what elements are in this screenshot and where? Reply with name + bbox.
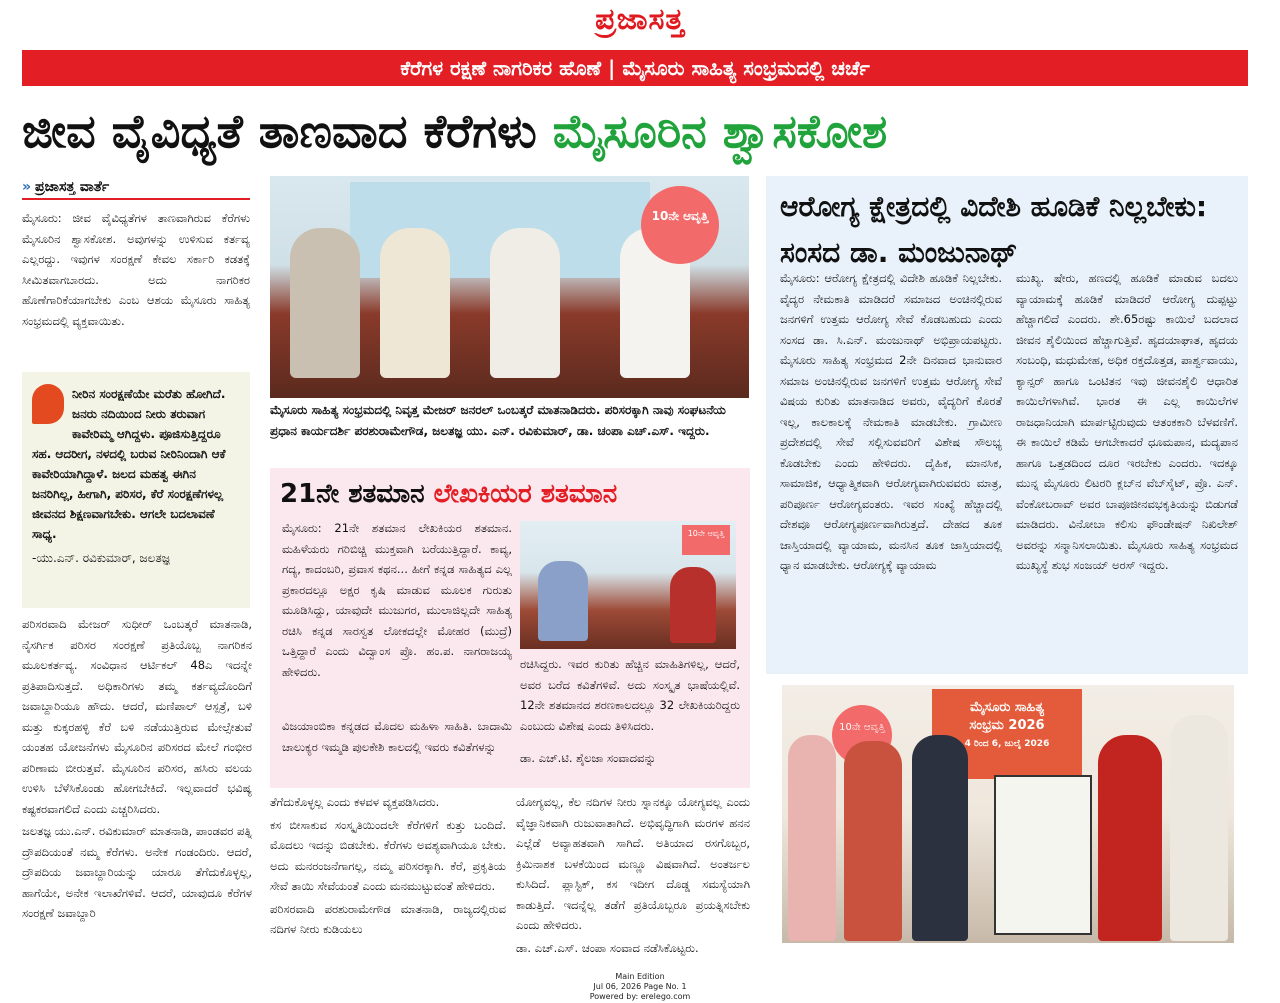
person-suit: [912, 735, 968, 941]
page-footer: [0, 972, 1280, 1002]
col2-bottom: [270, 792, 506, 968]
person-saree: [844, 741, 902, 941]
photo-badge-right: 10ನೇ ಆವೃತ್ತಿ: [832, 705, 892, 765]
quote-source: -ಯು.ಎನ್. ರವಿಕುಮಾರ್, ಜಲತಜ್ಞ: [32, 551, 170, 565]
pink-text-bottom: ವಿಜಯಾಂಬಿಕಾ ಕನ್ನಡದ ಮೊದಲ ಮಹಿಳಾ ಸಾಹಿತಿ. ಬಾದಾಮಿ ಚಾಲುಕ್ಯರ ಇಮ್ಮಡಿ ಪುಲಕೇಶಿ ಕಾಲದಲ್ಲಿ ಇವರು ಕವಿತೆಗಳನ್ನು: [282, 719, 512, 754]
pink-title-b: ಲೇಖಕಿಯರ ಶತಮಾನ: [433, 479, 618, 509]
pink-text-right: ರಚಿಸಿದ್ದರು. ಇವರ ಕುರಿತು ಹೆಚ್ಚಿನ ಮಾಹಿತಿಗಳಿಲ್ಲ, ಆದರೆ, ಅವರ ಬರೆದ ಕವಿತೆಗಳಿವೆ. ಅದು ಸಂಸ್ಕೃತ ಭಾಷೆಯಲ್ಲಿವೆ. 12ನೇ ಶತಮಾನದ ಶರಣಕಾಲದಲ್ಲೂ 32 ಲೇಖಕಿಯರಿದ್ದರು ಎಂಬುದು ವಿಶೇಷ ಎಂದು ತಿಳಿಸಿದರು.: [520, 657, 740, 733]
pink-text-end: ಡಾ. ಎಚ್.ಟಿ. ಶೈಲಜಾ ಸಂವಾದವನ್ನು: [520, 751, 657, 765]
headline-part1: ಜೀವ ವೈವಿಧ್ಯತೆ ತಾಣವಾದ ಕೆರೆಗಳು: [22, 104, 537, 158]
person-right: [1170, 715, 1228, 941]
speaker-man: [538, 561, 588, 641]
pink-article-photo: [520, 521, 736, 649]
quote-box: [22, 372, 250, 608]
footer-edition: Main Edition: [615, 972, 665, 981]
masthead-logo: ಪ್ರಜಾಸತ್ತ: [595, 2, 685, 37]
person-3: [490, 228, 560, 378]
col3-p2: ಡಾ. ಎಚ್.ಎಸ್. ಚಂಪಾ ಸಂವಾದ ನಡೆಸಿಕೊಟ್ಟರು.: [516, 940, 699, 955]
person-left: [788, 735, 836, 941]
col1-body: [22, 614, 252, 966]
footer-date: Jul 06, 2026 Page No. 1: [593, 982, 687, 991]
photo-badge: 10ನೇ ಆವೃತ್ತಿ: [682, 525, 730, 555]
health-article-title: ಆರೋಗ್ಯ ಕ್ಷೇತ್ರದಲ್ಲಿ ವಿದೇಶಿ ಹೂಡಿಕೆ ನಿಲ್ಲಬೇಕು: ಸಂಸದ ಡಾ. ಮಂಜುನಾಥ್: [780, 190, 1208, 269]
book-poster: [994, 775, 1092, 935]
kicker-bar: ಕೆರೆಗಳ ರಕ್ಷಣೆ ನಾಗರಿಕರ ಹೊಣೆ | ಮೈಸೂರು ಸಾಹಿತ್ಯ ಸಂಭ್ರಮದಲ್ಲಿ ಚರ್ಚೆ: [22, 50, 1248, 86]
person-red: [1098, 735, 1162, 941]
quote-text: ನೀರಿನ ಸಂರಕ್ಷಣೆಯೇ ಮರೆತು ಹೋಗಿದೆ. ಜನರು ನದಿಯಿಂದ ನೀರು ತರುವಾಗ ಕಾವೇರಿಮ್ಮ ಆಗಿದ್ದಳು. ಪೂಜಿಸುತ್ತಿದ್ದರೂ ಸಹ. ಆದರೀಗ, ನಳದಲ್ಲಿ ಬರುವ ನೀರಿನಿಂದಾಗಿ ಆಕೆ ಕಾವೇರಿಯಾಗಿದ್ದಾಳೆ. ಜಲದ ಮಹತ್ವ ಈಗಿನ ಜನರಿಗಿಲ್ಲ, ಹೀಗಾಗಿ, ಪರಿಸರ, ಕೆರೆ ಸಂರಕ್ಷಣೆಗಳಲ್ಲ ಜೀವನದ ಶಿಕ್ಷಣವಾಗಬೇಕು. ಆಗಲೇ ಬದಲಾವಣೆ ಸಾಧ್ಯ.: [32, 387, 226, 541]
health-col-b: ಮುಖ್ಯ. ಷೇರು, ಹಣದಲ್ಲಿ ಹೂಡಿಕೆ ಮಾಡುವ ಬದಲು ವ್ಯಾಯಾಮಕ್ಕೆ ಹೂಡಿಕೆ ಮಾಡಿದರೆ ಆರೋಗ್ಯ ದುಪ್ಪಟ್ಟು ಹೆಚ್ಚಾಗಲಿದೆ ಎಂದರು. ಶೇ.65ರಷ್ಟು ಕಾಯಿಲೆ ಬದಲಾದ ಜೀವನ ಶೈಲಿಯಿಂದ ಹೆಚ್ಚಾಗುತ್ತಿವೆ. ಹೃದಯಾಘಾತ, ಹೃದಯ ಸಂಬಂಧಿ, ಮಧುಮೇಹ, ಅಧಿಕ ರಕ್ತದೊತ್ತಡ, ಪಾರ್ಶ್ವವಾಯು, ಕ್ಯಾನ್ಸರ್ ಹಾಗೂ ಒಂಟಿತನ ಇವು ಜೀವನಶೈಲಿ ಆಧಾರಿತ ಕಾಯಿಲೆಗಳಾಗಿವೆ. ಭಾರತ ಈ ಎಲ್ಲ ಕಾಯಿಲೆಗಳ ರಾಜಧಾನಿಯಾಗಿ ಮಾರ್ಪಟ್ಟಿರುವುದು ಆತಂಕಕಾರಿ ಬೆಳವಣಿಗೆ. ಈ ಕಾಯಿಲೆ ಕಡಿಮೆ ಆಗಬೇಕಾದರೆ ಧೂಮಪಾನ, ಮದ್ಯಪಾನ ಹಾಗೂ ಒತ್ತಡದಿಂದ ದೂರ ಇರಬೇಕು ಎಂದರು. ಇದಕ್ಕೂ ಮುನ್ನ ಮೈಸೂರು ಲಿಟರರಿ ಕ್ಲಬ್‌ನ ವೆಬ್‌ಸೈಟ್, ಪ್ರೊ. ಎನ್. ವೆಂಕೋಬರಾವ್ ಅವರ ಬಾಪೂಜೀನವಭಕೃತಿಯನ್ನು ಬಿಡುಗಡೆ ಮಾಡಿದರು. ವಿನೋಬಾ ಕಲಿಸು ಫೌಂಡೇಷನ್ ನಿಖಿಲೇಶ್ ಅವರನ್ನು ಸನ್ಮಾನಿಸಲಾಯಿತು. ಮೈಸೂರು ಸಾಹಿತ್ಯ ಸಂಭ್ರಮದ ಮುಖ್ಯಸ್ಥೆ ಶುಭ ಸಂಜಯ್ ಅರಸ್ ಇದ್ದರು.: [1016, 271, 1238, 572]
col3-p1: ಯೋಗ್ಯವಲ್ಲ, ಕೆಲ ನದಿಗಳ ನೀರು ಸ್ನಾನಕ್ಕೂ ಯೋಗ್ಯವಲ್ಲ ಎಂದು ವೈಜ್ಞಾನಿಕವಾಗಿ ರುಜುವಾತಾಗಿದೆ. ಅಭಿವೃದ್ಧಿಗಾಗಿ ಮರಗಳ ಹನನ ಎಲ್ಲೆಡೆ ಅವ್ಯಾಹತವಾಗಿ ಸಾಗಿದೆ. ಅತಿಯಾದ ರಸಗೊಬ್ಬರ, ಕ್ರಿಮಿನಾಶಕ ಬಳಕೆಯಿಂದ ಮಣ್ಣೂ ವಿಷವಾಗಿದೆ. ಅಂತರ್ಜಲ ಕುಸಿದಿದೆ. ಪ್ಲಾಸ್ಟಿಕ್, ಕಸ ಇದೀಗ ದೊಡ್ಡ ಸಮಸ್ಯೆಯಾಗಿ ಕಾಡುತ್ತಿದೆ. ಇದನ್ನೆಲ್ಲ ತಡೆಗೆ ಪ್ರತಿಯೊಬ್ಬರೂ ಪ್ರಯತ್ನಿಸಬೇಕು ಎಂದು ಹೇಳಿದರು.: [516, 795, 750, 932]
col2-p1: ತೆಗೆದುಕೊಳ್ಳಲ್ಲ ಎಂದು ಕಳವಳ ವ್ಯಕ್ತಪಡಿಸಿದರು.: [270, 795, 440, 809]
col1-intro: [22, 208, 250, 364]
byline-text: ಪ್ರಜಾಸತ್ತ ವಾರ್ತೆ: [35, 179, 110, 195]
byline: [22, 176, 250, 200]
main-photo-caption: ಮೈಸೂರು ಸಾಹಿತ್ಯ ಸಂಭ್ರಮದಲ್ಲಿ ನಿವೃತ್ತ ಮೇಜರ್ ಜನರಲ್ ಒಂಬತ್ಕರೆ ಮಾತನಾಡಿದರು. ಪರಿಸರಕ್ಕಾಗಿ ನಾವು ಸಂಘಟನೆಯ ಪ್ರಧಾನ ಕಾರ್ಯದರ್ಶಿ ಪರಶುರಾಮೇಗೌಡ, ಜಲತಜ್ಞ ಯು. ಎನ್. ರವಿಕುಮಾರ್, ಡಾ. ಚಂಪಾ ಎಚ್.ಎಸ್. ಇದ್ದರು.: [270, 403, 726, 438]
quote-icon: [32, 384, 64, 424]
health-col-a: ಮೈಸೂರು: ಆರೋಗ್ಯ ಕ್ಷೇತ್ರದಲ್ಲಿ ವಿದೇಶಿ ಹೂಡಿಕೆ ನಿಲ್ಲಬೇಕು. ವೈದ್ಯರ ನೇಮಕಾತಿ ಮಾಡಿದರೆ ಸಮಾಜದ ಅಂಚಿನಲ್ಲಿರುವ ಜನಗಳಿಗೆ ಉತ್ತಮ ಆರೋಗ್ಯ ಸೇವೆ ಕೊಡಬಹುದು ಎಂದು ಸಂಸದ ಡಾ. ಸಿ.ಎನ್. ಮಂಜುನಾಥ್ ಅಭಿಪ್ರಾಯಪಟ್ಟರು. ಮೈಸೂರು ಸಾಹಿತ್ಯ ಸಂಭ್ರಮದ 2ನೇ ದಿನವಾದ ಭಾನುವಾರ ಸಮಾಜ ಅಂಚಿನಲ್ಲಿರುವ ಜನಗಳಿಗೆ ಉತ್ತಮ ಆರೋಗ್ಯ ಸೇವೆ ವಿಷಯ ಕುರಿತು ಮಾತನಾಡಿದ ಅವರು, ವೈದ್ಯರಿಗೆ ಕೊರತೆ ಇಲ್ಲ, ಕಾಲಕಾಲಕ್ಕೆ ನೇಮಕಾತಿ ಮಾಡಬೇಕು. ಗ್ರಾಮೀಣ ಪ್ರದೇಶದಲ್ಲಿ ಸೇವೆ ಸಲ್ಲಿಸುವವರಿಗೆ ವಿಶೇಷ ಸೌಲಭ್ಯ ಕೊಡಬೇಕು ಎಂದು ಹೇಳಿದರು. ದೈಹಿಕ, ಮಾನಸಿಕ, ಸಾಮಾಜಿಕ, ಆಧ್ಯಾತ್ಮಿಕವಾಗಿ ಆರೋಗ್ಯವಾಗಿರುವವರು ಮಾತ್ರ, ಪರಿಪೂರ್ಣ ಆರೋಗ್ಯವಂತರು. ಇವರ ಸಂಖ್ಯೆ ಹೆಚ್ಚಾದಲ್ಲಿ ದೇಶವೂ ಆರೋಗ್ಯಪೂರ್ಣವಾಗಿರುತ್ತದೆ. ದೇಹದ ತೂಕ ಜಾಸ್ತಿಯಾದಲ್ಲಿ ವ್ಯಾಯಾಮ, ಮನಸಿನ ತೂಕ ಜಾಸ್ತಿಯಾದಲ್ಲಿ ಧ್ಯಾನ ಮಾಡಬೇಕು. ಆರೋಗ್ಯಕ್ಕೆ ವ್ಯಾಯಾಮ: [780, 271, 1002, 572]
main-photo: [270, 176, 749, 398]
pink-title-a: 21ನೇ ಶತಮಾನ: [280, 479, 434, 509]
pink-article-title: [280, 474, 740, 514]
headline-part2: ಮೈಸೂರಿನ ಶ್ವಾಸಕೋಶ: [552, 104, 888, 158]
col1-p2: ಪರಿಸರವಾದಿ ಮೇಜರ್ ಸುಧೀರ್ ಒಂಬತ್ಕರೆ ಮಾತನಾಡಿ, ನೈಸರ್ಗಿಕ ಪರಿಸರ ಸಂರಕ್ಷಣೆ ಪ್ರತಿಯೊಬ್ಬ ನಾಗರಿಕನ ಮೂಲಕರ್ತವ್ಯ. ಸಂವಿಧಾನ ಆರ್ಟಿಕಲ್ 48ಎ ಇದನ್ನೇ ಪ್ರತಿಪಾದಿಸುತ್ತದೆ. ಅಧಿಕಾರಿಗಳು ತಮ್ಮ ಕರ್ತವ್ಯದೊಂದಿಗೆ ಜವಾಬ್ದಾರಿಯೂ ಹೌದು. ಆದರೆ, ಮಣಿಪಾಲ್ ಆಸ್ಪತ್ರೆ, ಬಳಿ ಮತ್ತು ಕುಕ್ಕರಹಳ್ಳಿ ಕೆರೆ ಬಳಿ ನಡೆಯುತ್ತಿರುವ ಮೇಲ್ಸೇತುವೆ ಯಂತಹ ಯೋಜನೆಗಳು ಮೈಸೂರಿನ ಪರಿಸರದ ಮೇಲೆ ಗಂಭೀರ ಪರಿಣಾಮ ಬೀರುತ್ತವೆ. ಮೈಸೂರಿನ ಪರಿಸರ, ಹಸಿರು ವಲಯ ಉಳಿಸಿ ಬೆಳೆಸಿಕೊಂಡು ಹೋಗಬೇಕಿದೆ. ಇಲ್ಲವಾದರೆ ಭವಿಷ್ಯ ಕಷ್ಟಕರವಾಗಲಿದೆ ಎಂದು ಎಚ್ಚರಿಸಿದರು.: [22, 617, 252, 816]
poster-line2: ಸಂಭ್ರಮ 2026: [969, 718, 1045, 733]
speaker-woman: [670, 567, 716, 643]
poster-line3: 4 ರಿಂದ 6, ಜುಲೈ 2026: [964, 739, 1050, 749]
col2-p2: ಕಸ ಬೀಸಾಕುವ ಸಂಸ್ಕೃತಿಯಿಂದಲೇ ಕೆರೆಗಳಿಗೆ ಕುತ್ತು ಬಂದಿದೆ. ಮೊದಲು ಇದನ್ನು ಬಿಡಬೇಕು. ಕೆರೆಗಳು ಅವಶ್ಯವಾಗಿಯೂ ಬೇಕು. ಅದು ಮನರಂಜನೆಗಾಗಲ್ಲ, ನಮ್ಮ ಪರಿಸರಕ್ಕಾಗಿ. ಕೆರೆ, ಪ್ರಕೃತಿಯ ಸೇವೆ ತಾಯಿ ಸೇವೆಯಂತೆ ಎಂದು ಮನಮುಟ್ಟುವಂತೆ ಹೇಳಿದರು.: [270, 817, 506, 893]
poster-line1: ಮೈಸೂರು ಸಾಹಿತ್ಯ: [969, 700, 1045, 715]
main-headline: [22, 96, 1248, 166]
col1-p3: ಜಲತಜ್ಞ ಯು.ಎನ್. ರವಿಕುಮಾರ್ ಮಾತನಾಡಿ, ಪಾಂಡವರ ಪತ್ನಿ ದ್ರೌಪದಿಯಂತೆ ನಮ್ಮ ಕೆರೆಗಳು. ಅನೇಕ ಗಂಡಂದಿರು. ಆದರೆ, ದ್ರೌಪದಿಯ ಜವಾಬ್ದಾರಿಯನ್ನು ಯಾರೂ ತೆಗೆದುಕೊಳ್ಳಲ್ಲ, ಹಾಗೆಯೇ, ಅನೇಕ ಇಲಾಖೆಗಳಿವೆ. ಆದರೆ, ಯಾವುದೂ ಕೆರೆಗಳ ಸಂರಕ್ಷಣೆ ಜವಾಬ್ದಾರಿ: [22, 824, 252, 920]
col1-p1: ಮೈಸೂರು: ಜೀವ ವೈವಿಧ್ಯತೆಗಳ ತಾಣವಾಗಿರುವ ಕೆರೆಗಳು ಮೈಸೂರಿನ ಶ್ವಾಸಕೋಶ. ಅವುಗಳನ್ನು ಉಳಿಸುವ ಕರ್ತವ್ಯ ಎಲ್ಲರದ್ದು. ಇವುಗಳ ಸಂರಕ್ಷಣೆ ಕೇವಲ ಸರ್ಕಾರಿ ಕಡತಕ್ಕೆ ಸೀಮಿತವಾಗಬಾರದು. ಅದು ನಾಗರಿಕರ ಹೊಣೆಗಾರಿಕೆಯಾಗಬೇಕು ಎಂಬ ಆಶಯ ಮೈಸೂರು ಸಾಹಿತ್ಯ ಸಂಭ್ರಮದಲ್ಲಿ ವ್ಯಕ್ತವಾಯಿತು.: [22, 211, 250, 328]
col2-p3: ಪರಿಸರವಾದಿ ಪರಶುರಾಮೇಗೌಡ ಮಾತನಾಡಿ, ರಾಜ್ಯದಲ್ಲಿರುವ ನದಿಗಳ ನೀರು ಕುಡಿಯಲು: [270, 901, 506, 936]
person-2: [380, 228, 450, 378]
person-1: [290, 228, 360, 378]
double-arrow-icon: »: [22, 179, 32, 195]
pink-text-left: ಮೈಸೂರು: 21ನೇ ಶತಮಾನ ಲೇಖಕಿಯರ ಶತಮಾನ. ಮಹಿಳೆಯರು ಗರಿಬಿಚ್ಚಿ ಮುಕ್ತವಾಗಿ ಬರೆಯುತ್ತಿದ್ದಾರೆ. ಕಾವ್ಯ, ಗದ್ಯ, ಕಾದಂಬರಿ, ಪ್ರವಾಸ ಕಥನ... ಹೀಗೆ ಕನ್ನಡ ಸಾಹಿತ್ಯದ ಎಲ್ಲ ಪ್ರಕಾರದಲ್ಲೂ ಅಕ್ಷರ ಕೃಷಿ ಮಾಡುವ ಮೂಲಕ ಗುರುತು ಮೂಡಿಸಿದ್ದು, ಯಾವುದೇ ಮುಜುಗರ, ಮುಲಾಜಿಲ್ಲದೇ ಸಾಹಿತ್ಯ ರಚಿಸಿ ಕನ್ನಡ ಸಾರಸ್ವತ ಲೋಕದಲ್ಲೇ ಮೋಹರ (ಮುದ್ರೆ) ಒತ್ತಿದ್ದಾರೆ ಎಂದು ವಿದ್ವಾಂಸ ಪ್ರೊ. ಹಂ.ಪ. ನಾಗರಾಜಯ್ಯ ಹೇಳಿದರು.: [282, 521, 512, 679]
book-release-photo: [782, 685, 1234, 943]
footer-powered[interactable]: Powered by: erelego.com: [589, 992, 691, 1001]
col3-bottom: [516, 792, 750, 968]
edition-badge: 10ನೇ ಆವೃತ್ತಿ: [641, 186, 719, 264]
